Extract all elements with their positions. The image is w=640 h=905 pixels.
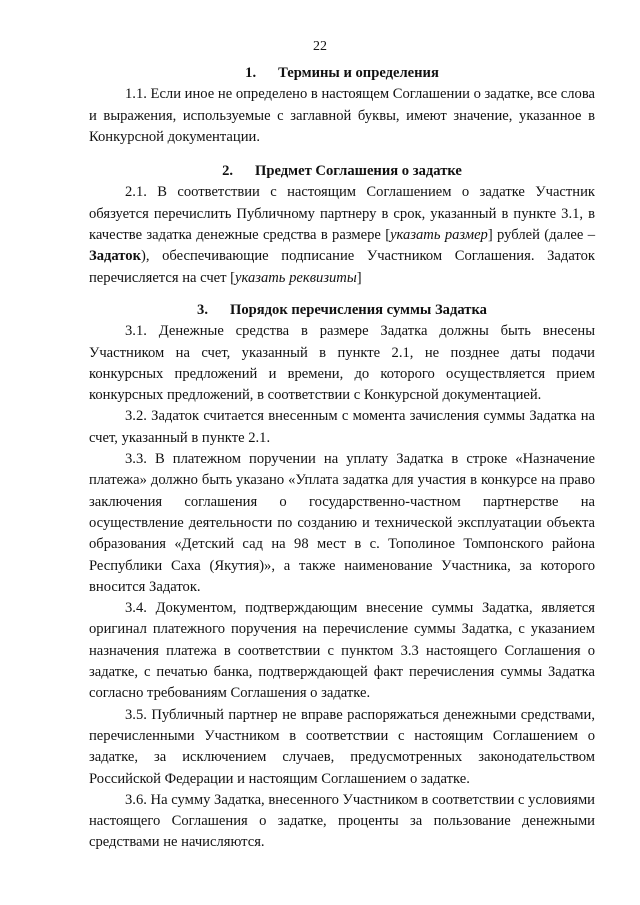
- section-title: Порядок перечисления суммы Задатка: [230, 301, 487, 318]
- paragraph-2-1: 2.1. В соответствии с настоящим Соглашением о задатке Участник обязуется перечислить Публичному партнеру в срок, указанный в пункте 3.1, в качестве задатка денежные средства в размере [указать размер] рублей (далее – Задаток), обеспечивающие подписание Участником Соглашения. Задаток перечисляется на счет [указать реквизиты]: [89, 184, 595, 286]
- paragraph-3-4: 3.4. Документом, подтверждающим внесение суммы Задатка, является оригинал платежного поручения на перечисление суммы Задатка, с указанием назначения платежа в соответствии с пунктом 3.3 настоящего Соглашения о задатке, с печатью банка, подтверждающей факт перечисления суммы Задатка согласно требованиям Соглашения о задатке.: [89, 600, 595, 702]
- placeholder-amount: указать размер: [390, 227, 488, 244]
- defined-term: Задаток: [89, 248, 141, 265]
- paragraph-3-5: 3.5. Публичный партнер не вправе распоряжаться денежными средствами, перечисленными Участником в соответствии с настоящим Соглашением о задатке, за исключением случаев, предусмотренных законодательством Российской Федерации и настоящим Соглашением о задатке.: [89, 706, 595, 787]
- paragraph-3-2: 3.2. Задаток считается внесенным с момента зачисления суммы Задатка на счет, указанный в пункте 2.1.: [89, 408, 595, 446]
- section-number: 3.: [197, 301, 208, 318]
- section-title: Термины и определения: [278, 65, 439, 81]
- section-number: 2.: [222, 163, 234, 180]
- section-title: Предмет Соглашения о задатке: [255, 163, 462, 180]
- paragraph-1-1: 1.1. Если иное не определено в настоящем Соглашении о задатке, все слова и выражения, используемые с заглавной буквы, имеют значение, указанное в Конкурсной документации.: [89, 86, 595, 145]
- section-heading-3: [89, 300, 595, 321]
- section-heading-2: [89, 161, 595, 182]
- document-body: [89, 63, 595, 854]
- page-number: 22: [313, 39, 327, 54]
- paragraph-3-6: 3.6. На сумму Задатка, внесенного Участником в соответствии с условиями настоящего Соглашения о задатке, проценты за пользование денежными средствами не начисляются.: [89, 791, 595, 851]
- section-heading-1: [89, 63, 595, 84]
- paragraph-3-1: 3.1. Денежные средства в размере Задатка должны быть внесены Участником на счет, указанный в пункте 2.1, не позднее даты подачи конкурсных предложений и времени, до которого осуществляется прием конкурсных предложений, в соответствии с Конкурсной документацией.: [89, 323, 595, 404]
- section-number: 1.: [245, 65, 257, 81]
- placeholder-requisites: указать реквизиты: [235, 269, 357, 286]
- paragraph-3-3: 3.3. В платежном поручении на уплату Задатка в строке «Назначение платежа» должно быть указано «Уплата задатка для участия в конкурсе на право заключения соглашения о государственно-частном партнерстве на осуществление деятельности по созданию и технической эксплуатации объекта образования «Детский сад на 98 мест в с. Тополиное Томпонского района Республики Саха (Якутия)», а также наименование Участника, за которого вносится Задаток.: [89, 451, 595, 595]
